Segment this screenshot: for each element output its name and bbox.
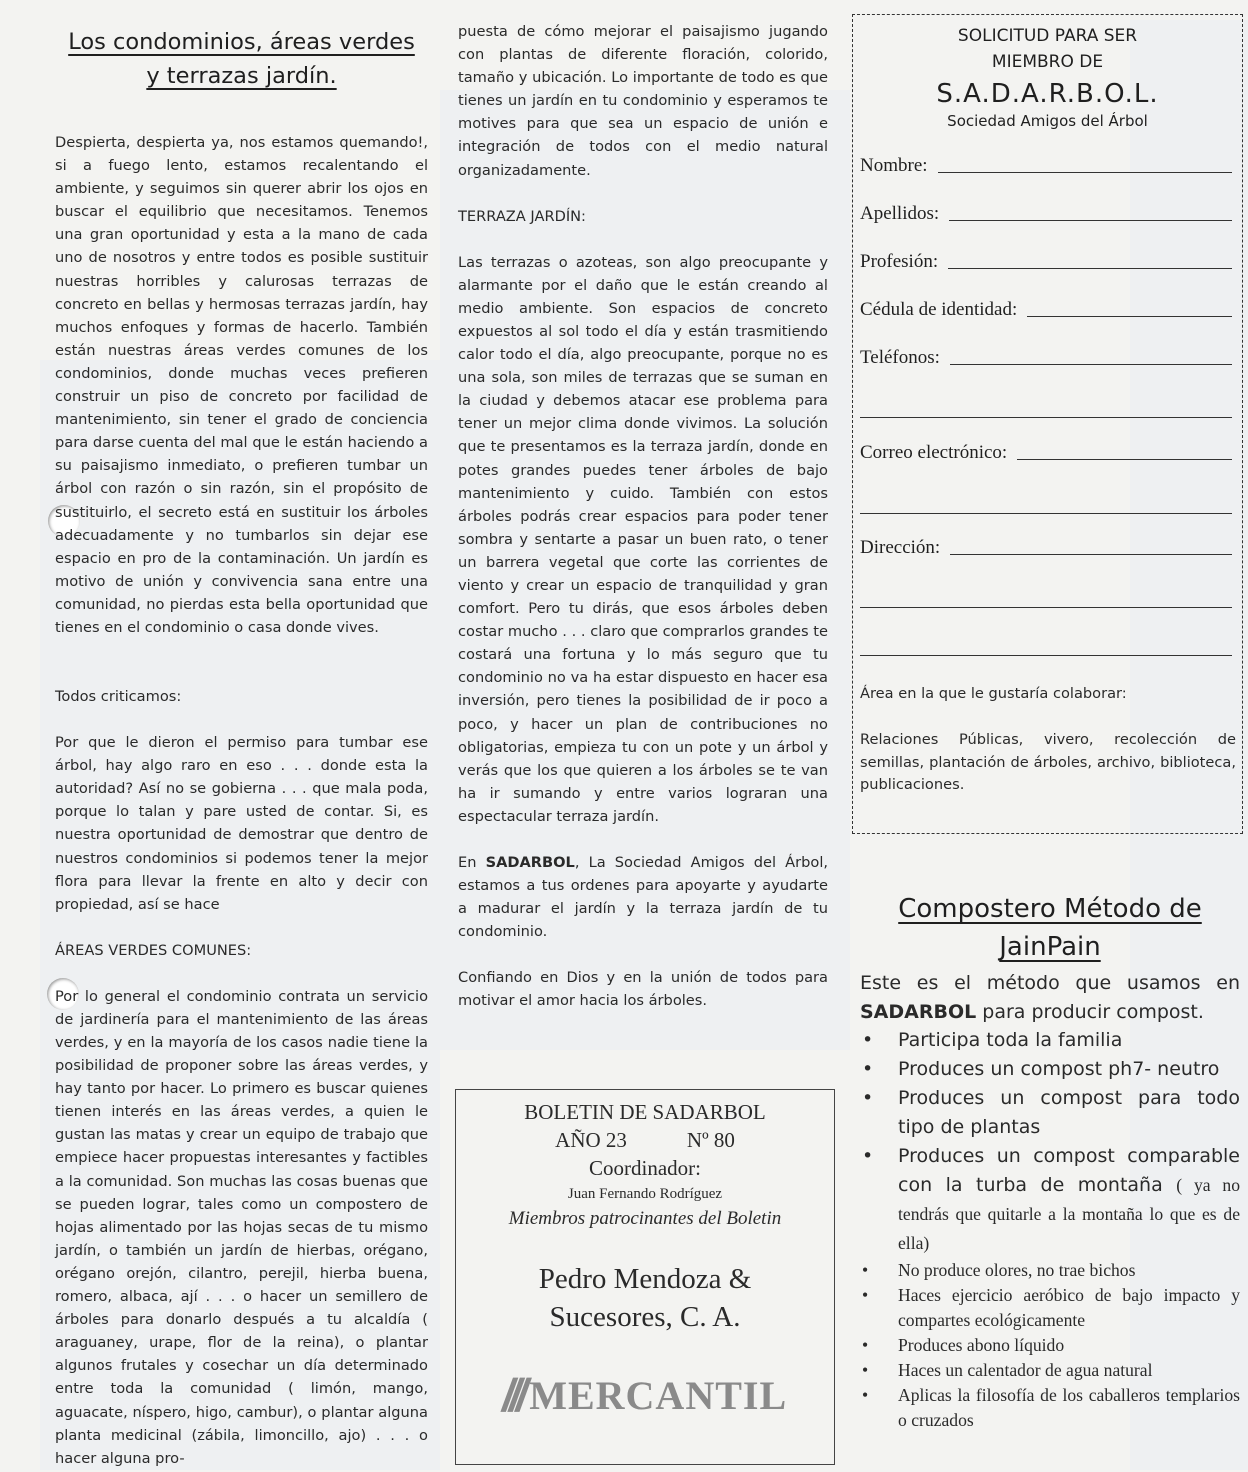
field-cedula[interactable] [860,299,1232,321]
list-item: • Produces un compost ph7- neutro [860,1055,1240,1084]
line-direccion-extra1[interactable] [860,607,1232,608]
list-item-tail: ( ya no tendrás que quitarle a la montaña lo que es de ella) [898,1175,1241,1253]
bulletin-title: BOLETIN DE SADARBOL [524,1100,766,1124]
mercantil-logo-text: MERCANTIL [529,1372,788,1418]
paragraph-terraza: Las terrazas o azoteas, son algo preocupante y alarmante por el daño que le están creando al medio ambiente. Son espacios de concreto expuestos al sol todo el día y están trasmitiendo calor todo el día, algo preocupante, porque no es una sola, son miles de terrazas que se suman en la ciudad y debemos atacar ese problema para tener un mejor clima donde vivimos. La solución que te presentamos es la terraza jardín, donde en potes grandes puedes tener árboles de bajo mantenimiento y cuido. También con estos árboles podrás crear espacios para poder tener sombra y sentarte a pasar un buen rato, o tener un barrera vegetal que corte las corrientes de viento y crear un espacio de tranquilidad y gran comfort. Pero tu dirás, que esos árboles deben costar mucho . . . claro que comprarlos grandes te costará una fortuna y lo más seguro que tu condominio no va ha estar dispuesto en hacer esa inversión, pero tienes la posibilidad de ir poco a poco, y hacer un plan de contribuciones no obligatorias, empieza tu con un pote y un árbol y verás que los que quieren a los árboles se te van ha ir sumando y entre varios lograran una espectacular terraza jardín. [458,253,828,825]
heading-terraza-jardin: TERRAZA JARDÍN: [458,207,586,225]
sadarbol-pre: En [458,854,486,871]
compost-intro-bold: SADARBOL [860,1000,977,1023]
article-title [55,25,428,93]
compost-list [860,1026,1240,1433]
paragraph-final: Confiando en Dios y en la unión de todos para motivar el amor hacia los árboles. [458,969,828,1010]
label-nombre: Nombre: [860,155,928,176]
line-nombre[interactable] [938,171,1232,173]
area-label: Área en la que le gustaría colaborar: [860,685,1127,702]
compost-title-line2: JainPain [999,932,1101,962]
line-direccion[interactable] [950,553,1232,555]
field-apellidos[interactable] [860,203,1232,225]
sadarbol-post: , La Sociedad Amigos del Árbol, estamos a tus ordenes para apoyarte y ayudarte a madurar el jardín y la terraza jardín de tu condominio. [458,854,829,941]
membership-form [852,14,1243,834]
article-column-left [55,25,428,1470]
list-item [860,1142,1240,1258]
article-title-line1: Los condominios, áreas verdes [68,29,415,55]
compost-intro [860,969,1240,1026]
line-profesion[interactable] [948,267,1232,269]
label-correo: Correo electrónico: [860,442,1008,463]
article-title-line2: y terrazas jardín. [146,63,337,89]
line-cedula[interactable] [1027,315,1232,317]
paragraph-continuation: puesta de cómo mejorar el paisajismo jugando con plantas de diferente floración, colorido, tamaño y ubicación. Lo importante de todo es que tienes un jardín en tu condominio y esperamos te motives para que sea un espacio de unión e integración de todos con el medio natural organizadamente. [458,23,828,179]
sponsor-line2: Sucesores, C. A. [549,1301,741,1333]
list-item: • Produces abono líquido [860,1333,1240,1358]
line-direccion-extra2[interactable] [860,655,1232,656]
compost-title [860,890,1240,966]
form-heading-line1: SOLICITUD PARA SER [957,26,1138,46]
label-profesion: Profesión: [860,251,939,272]
list-item: • Aplicas la filosofía de los caballeros templarios o cruzados [860,1383,1240,1433]
field-telefonos[interactable] [860,347,1232,369]
list-item: • Produces un compost para todo tipo de plantas [860,1084,1240,1142]
mercantil-slash-icon: /// [498,1369,528,1421]
bulletin-box [455,1089,835,1465]
heading-areas-verdes: ÁREAS VERDES COMUNES: [55,941,252,959]
list-item: • Participa toda la familia [860,1026,1240,1055]
compost-intro-pre: Este es el método que usamos en [860,972,1240,994]
compost-intro-post: para producir compost. [976,1000,1204,1023]
mercantil-logo [456,1368,834,1428]
compost-section [860,890,1240,1433]
field-direccion[interactable] [860,537,1232,559]
paragraph-criticamos: Por que le dieron el permiso para tumbar ese árbol, hay algo raro en eso . . . donde esta la autoridad? Así no se gobierna . . . que mala poda, porque lo talan y pare usted de contar. Si, es nuestra oportunidad de demostrar que dentro de nuestros condominios si podemos tener la mejor flora para llevar la frente en alto y decir con propiedad, así se hace [55,734,428,913]
sadarbol-bold: SADARBOL [485,854,575,871]
bulletin-number: Nº 80 [686,1128,735,1152]
paragraph-sadarbol [458,851,828,943]
field-correo[interactable] [860,442,1232,464]
bulletin-year: AÑO 23 [555,1128,627,1152]
line-apellidos[interactable] [949,219,1232,221]
area-options: Relaciones Públicas, vivero, recolección de semillas, plantación de árboles, archivo, biblioteca, publicaciones. [860,731,1236,793]
heading-todos-criticamos: Todos criticamos: [55,688,182,706]
list-item-text: Produces un compost comparable con la turba de montaña [898,1145,1240,1196]
list-item: • Haces un calentador de agua natural [860,1358,1240,1383]
article-intro: Despierta, despierta ya, nos estamos quemando!, si a fuego lento, estamos recalentando el ambiente, y seguimos sin querer abrir los ojos en buscar el equilibrio que necesitamos. Tenemos una gran oportunidad y esta a la mano de cada uno de nosotros y entre todos es posible sustituir nuestras horribles y calurosas terrazas de concreto en bellas y hermosas terrazas jardín, hay muchos enfoques y formas de hacerlo. También están nuestras áreas verdes comunes de los condominios, donde muchas veces prefieren construir un piso de concreto por facilidad de mantenimiento, sin tener el grado de conciencia para darse cuenta del mal que le están haciendo a su paisajismo inmediato, o prefieren tumbar un árbol con razón o sin razón, sin el propósito de sustituirlo, el secreto está en sustituir los árboles adecuadamente y no tumbarlos sin dejar ese espacio en pro de la contaminación. Un jardín es motivo de unión y convivencia sana entre una comunidad, no pierdas esta bella oportunidad que tienes en el condominio o casa donde vives. [55,134,428,636]
bulletin-sponsors-label: Miembros patrocinantes del Boletin [508,1208,782,1229]
line-correo[interactable] [1017,458,1232,460]
list-item: • No produce olores, no trae bichos [860,1258,1240,1283]
article-column-middle [458,20,828,1013]
bulletin-coordinator: Juan Fernando Rodríguez [567,1186,723,1202]
label-direccion: Dirección: [860,537,941,558]
paragraph-areas-verdes: Por lo general el condominio contrata un servicio de jardinería para el mantenimiento de las áreas verdes, y en la mayoría de los casos nadie tiene la posibilidad de proponer sobre las áreas verdes, y hay tanto por hacer. Lo primero es buscar quienes tienen interés en las áreas verdes, a quien le gustan las matas y crear un equipo de trabajo que empiece hacer propuestas interesantes y factibles a la comunidad. Son muchas las cosas buenas que se pueden lograr, tales como un compostero de hojas alimentado por las hojas secas de tu mismo jardín, o también un jardín de hierbas, orégano, orégano orejón, cilantro, perejil, hierba buena, romero, albaca, ají . . . o hacer un semillero de árboles para donarlo después a tu alcaldía ( araguaney, urape, flor de la reina), o plantar algunos frutales y cosechar un día determinado entre toda la comunidad ( limón, mango, aguacate, níspero, higo, cambur), o plantar alguna planta medicinal (zábila, limoncillo, ajo) . . . o hacer alguna pro- [55,987,428,1467]
field-profesion[interactable] [860,251,1232,273]
label-telefonos: Teléfonos: [860,347,940,368]
line-telefonos[interactable] [950,363,1232,365]
bulletin-coord-label: Coordinador: [589,1156,701,1180]
list-item: • Haces ejercicio aeróbico de bajo impacto y compartes ecológicamente [860,1283,1240,1333]
bulletin-year-number [456,1126,834,1154]
form-heading-line2: MIEMBRO DE [991,52,1104,72]
form-org-name: Sociedad Amigos del Árbol [947,112,1148,130]
line-telefonos-extra[interactable] [860,417,1232,418]
label-apellidos: Apellidos: [860,203,940,224]
field-nombre[interactable] [860,155,1232,177]
compost-title-line1: Compostero Método de [898,894,1202,924]
label-cedula: Cédula de identidad: [860,299,1018,320]
sponsor-line1: Pedro Mendoza & [538,1263,752,1295]
line-correo-extra[interactable] [860,513,1232,514]
form-org-acronym: S.A.D.A.R.B.O.L. [936,79,1159,109]
